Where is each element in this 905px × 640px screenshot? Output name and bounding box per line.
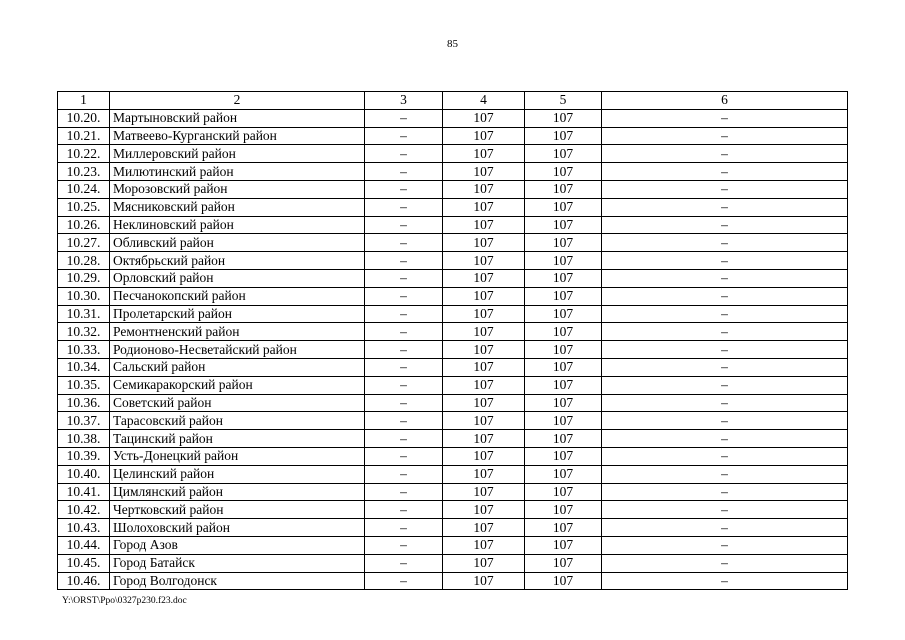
table-cell: –	[365, 483, 443, 501]
table-cell: 107	[525, 412, 602, 430]
table-row	[58, 180, 848, 198]
table-cell: –	[365, 394, 443, 412]
table-cell: –	[602, 465, 848, 483]
table-cell: –	[602, 323, 848, 341]
table-cell: –	[602, 305, 848, 323]
table-row	[58, 198, 848, 216]
table-cell: Сальский район	[110, 358, 365, 376]
table-cell: Матвеево-Курганский район	[110, 127, 365, 145]
table-cell: 10.20.	[58, 109, 110, 127]
table-cell: 10.27.	[58, 234, 110, 252]
table-cell: 107	[443, 305, 525, 323]
table-cell: 107	[443, 109, 525, 127]
table-cell: 10.33.	[58, 341, 110, 359]
table-cell: –	[365, 163, 443, 181]
table-cell: 107	[525, 519, 602, 537]
table-cell: Мясниковский район	[110, 198, 365, 216]
table-cell: –	[602, 252, 848, 270]
table-cell: 107	[443, 572, 525, 590]
table-cell: –	[602, 287, 848, 305]
table-cell: Цимлянский район	[110, 483, 365, 501]
column-header: 1	[58, 92, 110, 110]
table-cell: 107	[443, 376, 525, 394]
table-row	[58, 554, 848, 572]
table-cell: 107	[443, 358, 525, 376]
column-header: 3	[365, 92, 443, 110]
table-cell: –	[365, 465, 443, 483]
table-cell: –	[602, 394, 848, 412]
table-cell: 10.25.	[58, 198, 110, 216]
table-row	[58, 483, 848, 501]
table-cell: Неклиновский район	[110, 216, 365, 234]
table-cell: Усть-Донецкий район	[110, 447, 365, 465]
table-row	[58, 109, 848, 127]
table-cell: –	[365, 269, 443, 287]
table-cell: Тацинский район	[110, 430, 365, 448]
table-cell: Обливский район	[110, 234, 365, 252]
table-cell: 10.43.	[58, 519, 110, 537]
table-cell: –	[365, 536, 443, 554]
table-cell: –	[365, 109, 443, 127]
table-cell: 10.26.	[58, 216, 110, 234]
table-cell: 10.37.	[58, 412, 110, 430]
column-header: 5	[525, 92, 602, 110]
column-header: 6	[602, 92, 848, 110]
table-cell: 10.39.	[58, 447, 110, 465]
table-row	[58, 447, 848, 465]
table-cell: Город Азов	[110, 536, 365, 554]
table-cell: 107	[525, 358, 602, 376]
table-cell: 107	[525, 127, 602, 145]
table-cell: Тарасовский район	[110, 412, 365, 430]
table-cell: –	[365, 554, 443, 572]
table-cell: –	[602, 109, 848, 127]
table-cell: Ремонтненский район	[110, 323, 365, 341]
table-cell: –	[365, 447, 443, 465]
column-header: 2	[110, 92, 365, 110]
table-cell: 107	[443, 501, 525, 519]
table-cell: Мартыновский район	[110, 109, 365, 127]
table-cell: 10.28.	[58, 252, 110, 270]
table-row	[58, 572, 848, 590]
table-row	[58, 412, 848, 430]
table-cell: –	[365, 252, 443, 270]
table-cell: 107	[525, 234, 602, 252]
table-cell: 107	[525, 252, 602, 270]
table-cell: 107	[525, 323, 602, 341]
table-cell: –	[365, 287, 443, 305]
table-cell: Октябрьский район	[110, 252, 365, 270]
table-cell: 10.45.	[58, 554, 110, 572]
table-cell: –	[602, 198, 848, 216]
table-cell: –	[365, 127, 443, 145]
table-cell: 107	[525, 536, 602, 554]
table-cell: 107	[443, 163, 525, 181]
table-cell: Пролетарский район	[110, 305, 365, 323]
table-cell: 10.38.	[58, 430, 110, 448]
table-cell: 10.22.	[58, 145, 110, 163]
table-cell: –	[602, 536, 848, 554]
header-row	[58, 92, 848, 110]
table-cell: –	[602, 519, 848, 537]
table-cell: 107	[525, 394, 602, 412]
table-row	[58, 501, 848, 519]
table-cell: 107	[443, 252, 525, 270]
table-row	[58, 358, 848, 376]
table-cell: 107	[525, 465, 602, 483]
table-row	[58, 341, 848, 359]
table-cell: Город Волгодонск	[110, 572, 365, 590]
table-cell: –	[365, 501, 443, 519]
table-cell: 107	[443, 412, 525, 430]
table-cell: 107	[525, 341, 602, 359]
table-cell: –	[602, 430, 848, 448]
table-cell: 107	[525, 554, 602, 572]
table-cell: 107	[525, 109, 602, 127]
table-cell: –	[365, 519, 443, 537]
table-cell: –	[602, 234, 848, 252]
column-header: 4	[443, 92, 525, 110]
table-cell: 107	[525, 216, 602, 234]
table-cell: Орловский район	[110, 269, 365, 287]
table-row	[58, 394, 848, 412]
table-cell: –	[365, 341, 443, 359]
table-cell: –	[602, 145, 848, 163]
table-cell: 10.23.	[58, 163, 110, 181]
table-cell: –	[365, 572, 443, 590]
table-cell: 107	[525, 163, 602, 181]
table-cell: 107	[525, 501, 602, 519]
table-cell: 107	[525, 145, 602, 163]
table-cell: 107	[525, 447, 602, 465]
table-cell: –	[602, 358, 848, 376]
table-cell: 107	[443, 483, 525, 501]
page-number: 85	[447, 38, 458, 50]
table-cell: 10.41.	[58, 483, 110, 501]
table-cell: Целинский район	[110, 465, 365, 483]
table-cell: –	[602, 376, 848, 394]
table-cell: 10.21.	[58, 127, 110, 145]
table-row	[58, 269, 848, 287]
table-cell: Родионово-Несветайский район	[110, 341, 365, 359]
table-cell: –	[365, 234, 443, 252]
table-cell: –	[365, 180, 443, 198]
table-cell: Советский район	[110, 394, 365, 412]
table-row	[58, 252, 848, 270]
table-row	[58, 465, 848, 483]
table-cell: 107	[443, 465, 525, 483]
table-cell: –	[365, 358, 443, 376]
table-cell: –	[602, 483, 848, 501]
data-table	[57, 91, 848, 590]
table-row	[58, 216, 848, 234]
table-cell: 107	[525, 269, 602, 287]
table-cell: –	[365, 430, 443, 448]
table-cell: 107	[525, 572, 602, 590]
table-cell: 107	[443, 554, 525, 572]
table-cell: 10.46.	[58, 572, 110, 590]
table-cell: 107	[525, 198, 602, 216]
table-cell: 107	[443, 269, 525, 287]
table-cell: 10.29.	[58, 269, 110, 287]
table-cell: 10.36.	[58, 394, 110, 412]
table-cell: 107	[443, 323, 525, 341]
table-cell: 107	[525, 430, 602, 448]
table-row	[58, 376, 848, 394]
table-cell: 10.31.	[58, 305, 110, 323]
table-cell: –	[602, 572, 848, 590]
table-cell: 10.35.	[58, 376, 110, 394]
table-cell: 107	[443, 394, 525, 412]
table-row	[58, 287, 848, 305]
table-row	[58, 234, 848, 252]
table-cell: 107	[443, 180, 525, 198]
table-row	[58, 519, 848, 537]
table-cell: –	[365, 305, 443, 323]
table-row	[58, 163, 848, 181]
table-cell: 10.34.	[58, 358, 110, 376]
table-row	[58, 127, 848, 145]
table-row	[58, 430, 848, 448]
table-cell: –	[602, 163, 848, 181]
table-cell: 107	[443, 341, 525, 359]
table-cell: 107	[443, 536, 525, 554]
table-cell: –	[602, 180, 848, 198]
table-cell: 107	[525, 287, 602, 305]
table-cell: 10.42.	[58, 501, 110, 519]
table-cell: Песчанокопский район	[110, 287, 365, 305]
table-cell: 107	[443, 447, 525, 465]
table-cell: –	[365, 198, 443, 216]
table-cell: 107	[443, 234, 525, 252]
table-cell: 10.44.	[58, 536, 110, 554]
table-cell: Семикаракорский район	[110, 376, 365, 394]
footer-file-path: Y:\ORST\Ppo\0327p230.f23.doc	[62, 596, 187, 606]
table-cell: 10.30.	[58, 287, 110, 305]
table-cell: –	[365, 323, 443, 341]
table-cell: –	[602, 269, 848, 287]
table-row	[58, 145, 848, 163]
table-cell: Город Батайск	[110, 554, 365, 572]
table-row	[58, 536, 848, 554]
table-cell: 107	[443, 216, 525, 234]
table-cell: 10.40.	[58, 465, 110, 483]
table-cell: 107	[443, 287, 525, 305]
table-cell: 107	[443, 145, 525, 163]
table-cell: –	[602, 447, 848, 465]
table-cell: –	[602, 554, 848, 572]
table-cell: Миллеровский район	[110, 145, 365, 163]
table-cell: Шолоховский район	[110, 519, 365, 537]
table-cell: –	[365, 145, 443, 163]
table-cell: 107	[443, 430, 525, 448]
table-body	[58, 109, 848, 590]
table-cell: 10.24.	[58, 180, 110, 198]
table-cell: 107	[525, 305, 602, 323]
table-cell: –	[602, 501, 848, 519]
table-cell: Морозовский район	[110, 180, 365, 198]
table-cell: 107	[525, 483, 602, 501]
table-cell: –	[602, 127, 848, 145]
table-cell: 107	[443, 127, 525, 145]
table-cell: –	[602, 412, 848, 430]
table-cell: 10.32.	[58, 323, 110, 341]
table-cell: –	[365, 216, 443, 234]
table-row	[58, 323, 848, 341]
table-cell: –	[365, 376, 443, 394]
table-cell: 107	[443, 198, 525, 216]
table-cell: –	[602, 216, 848, 234]
table-cell: 107	[525, 180, 602, 198]
table-cell: 107	[525, 376, 602, 394]
table-cell: –	[365, 412, 443, 430]
table-row	[58, 305, 848, 323]
table-cell: –	[602, 341, 848, 359]
table-cell: Чертковский район	[110, 501, 365, 519]
table-cell: Милютинский район	[110, 163, 365, 181]
table-cell: 107	[443, 519, 525, 537]
